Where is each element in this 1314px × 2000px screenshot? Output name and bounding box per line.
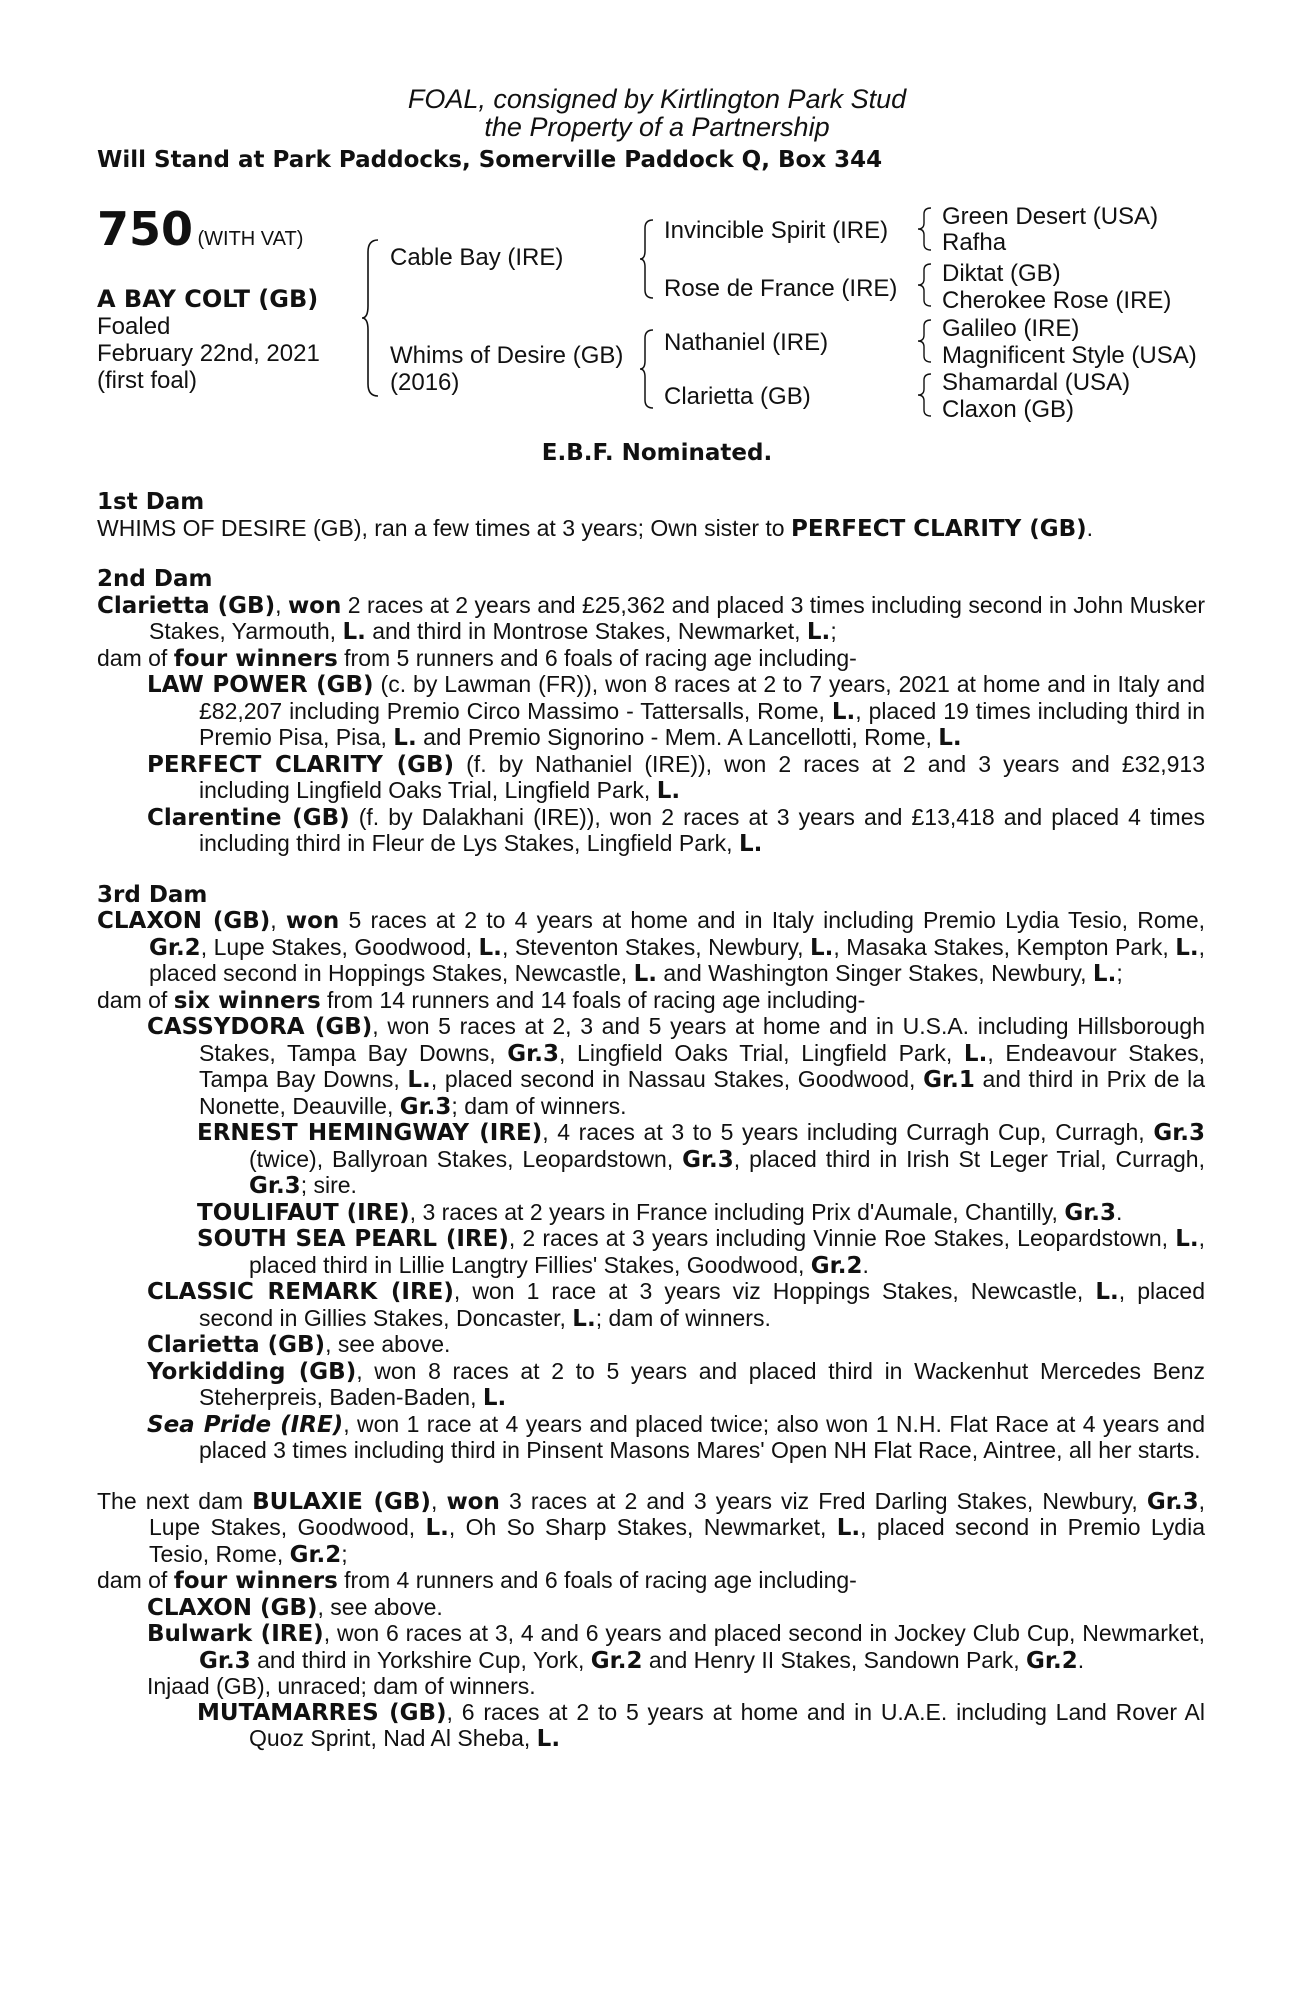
dam2-heading: 2nd Dam [97, 566, 213, 592]
sire-name: Cable Bay (IRE) [390, 244, 564, 271]
produce-sea-pride: Sea Pride (IRE), won 1 race at 4 years and placed twice; also won 1 N.H. Flat Race at 4 years and placed 3 times including third in Pinsent Masons Mares' Open NH Flat Race, Aintree, all her starts. [147, 1410, 1205, 1463]
dam3-produce-summary: dam of six winners from 14 runners and 14 foals of racing age including- [97, 986, 866, 1014]
produce-yorkidding: Yorkidding (GB), won 8 races at 2 to 5 years and placed third in Wackenhut Mercedes Benz Steherpreis, Baden-Baden, L. [147, 1357, 1206, 1411]
grand-4: Cherokee Rose (IRE) [942, 287, 1172, 314]
foaled-date: February 22nd, 2021 [97, 340, 320, 367]
pedigree-brace-g1 [916, 206, 934, 252]
sire-dam-name: Rose de France (IRE) [664, 275, 898, 302]
dam2-entry: Clarietta (GB), won 2 races at 2 years and £25,362 and placed 3 times including second in John Musker Stakes, Yarmouth, L. and third in Montrose Stakes, Newmarket, L.; [97, 591, 1206, 645]
dam-dam-name: Clarietta (GB) [664, 383, 811, 410]
produce-mutamarres: MUTAMARRES (GB), 6 races at 2 to 5 years at home and in U.A.E. including Land Rover Al Quoz Sprint, Nad Al Sheba, L. [197, 1698, 1206, 1752]
grand-6: Magnificent Style (USA) [942, 342, 1197, 369]
pedigree-brace-g4 [916, 372, 934, 418]
horse-name: A BAY COLT (GB) [97, 285, 319, 313]
stand-line: Will Stand at Park Paddocks, Somerville Paddock Q, Box 344 [97, 147, 883, 173]
produce-toulifaut: TOULIFAUT (IRE), 3 races at 2 years in France including Prix d'Aumale, Chantilly, Gr.3. [197, 1198, 1123, 1226]
produce-classic-remark: CLASSIC REMARK (IRE), won 1 race at 3 years viz Hoppings Stakes, Newcastle, L., placed second in Gillies Stakes, Doncaster, L.; dam of winners. [147, 1278, 1205, 1332]
vat-label: (WITH VAT) [197, 228, 304, 250]
produce-cassydora: CASSYDORA (GB), won 5 races at 2, 3 and 5 years at home and in U.S.A. including Hillsborough Stakes, Tampa Bay Downs, Gr.3, Lingfield Oaks Trial, Lingfield Park, L., Endeavour Stakes, Tampa Bay Downs, L., placed second in Nassau Stakes, Goodwood, Gr.1 and third in Prix de la Nonette, Deauville, Gr.3; dam of winners. [147, 1013, 1206, 1120]
produce-clarietta: Clarietta (GB), see above. [147, 1331, 451, 1358]
foaled-label: Foaled [97, 313, 171, 340]
dam-details [97, 490, 1205, 1753]
pedigree-brace-sire [638, 218, 656, 300]
produce-injaad: Injaad (GB), unraced; dam of winners. [147, 1673, 536, 1699]
next-dam-entry: The next dam BULAXIE (GB), won 3 races at 2 and 3 years viz Fred Darling Stakes, Newbury, Gr.3, Lupe Stakes, Goodwood, L., Oh So Sharp Stakes, Newmarket, L., placed second in Premio Lydia Tesio, Rome, Gr.2; [97, 1487, 1205, 1568]
lot-block [97, 204, 303, 254]
ebf-line: E.B.F. Nominated. [541, 440, 773, 466]
pedigree-brace-dam [638, 328, 656, 410]
consignor-line: FOAL, consigned by Kirtlington Park Stud [407, 84, 907, 114]
grand-7: Shamardal (USA) [942, 369, 1131, 396]
produce-bulwark: Bulwark (IRE), won 6 races at 3, 4 and 6 years and placed second in Jockey Club Cup, Newmarket, Gr.3 and third in Yorkshire Cup, York, Gr.2 and Henry II Stakes, Sandown Park, Gr.2. [147, 1620, 1205, 1674]
pedigree-brace-g3 [916, 318, 934, 364]
lot-number: 750 [97, 202, 194, 256]
dam-name: Whims of Desire (GB) [390, 342, 624, 369]
foal-note: (first foal) [97, 367, 198, 394]
dam3-heading: 3rd Dam [97, 881, 208, 908]
property-line: the Property of a Partnership [484, 112, 830, 142]
dam-sire-name: Nathaniel (IRE) [664, 329, 829, 356]
produce-perfect-clarity: PERFECT CLARITY (GB) (f. by Nathaniel (IRE)), won 2 races at 2 and 3 years and £32,913 including Lingfield Oaks Trial, Lingfield Park, L. [147, 750, 1205, 804]
produce-ernest-hemingway: ERNEST HEMINGWAY (IRE), 4 races at 3 to 5 years including Curragh Cup, Curragh, Gr.3 (twice), Ballyroan Stakes, Leopardstown, Gr.3, placed third in Irish St Leger Trial, Curragh, Gr.3; sire. [197, 1119, 1205, 1199]
grand-2: Rafha [942, 229, 1007, 256]
grand-1: Green Desert (USA) [942, 203, 1159, 230]
sire-sire-name: Invincible Spirit (IRE) [664, 217, 889, 244]
grand-5: Galileo (IRE) [942, 315, 1080, 342]
dam3-entry: CLAXON (GB), won 5 races at 2 to 4 years at home and in Italy including Premio Lydia Tesio, Rome, Gr.2, Lupe Stakes, Goodwood, L., Steventon Stakes, Newbury, L., Masaka Stakes, Kempton Park, L., placed second in Hoppings Stakes, Newcastle, L. and Washington Singer Stakes, Newbury, L.; [97, 907, 1205, 987]
produce-law-power: LAW POWER (GB) (c. by Lawman (FR)), won 8 races at 2 to 7 years, 2021 at home and in Italy and £82,207 including Premio Circo Massimo - Tattersalls, Rome, L., placed 19 times including third in Premio Pisa, Pisa, L. and Premio Signorino - Mem. A Lancellotti, Rome, L. [147, 671, 1205, 751]
dam-year: (2016) [390, 369, 460, 396]
next-dam-produce-summary: dam of four winners from 4 runners and 6 foals of racing age including- [97, 1567, 857, 1594]
dam2-produce-summary: dam of four winners from 5 runners and 6 foals of racing age including- [97, 644, 857, 672]
grand-3: Diktat (GB) [942, 260, 1061, 287]
pedigree-brace-g2 [916, 262, 934, 308]
dam1-entry: WHIMS OF DESIRE (GB), ran a few times at 3 years; Own sister to PERFECT CLARITY (GB). [97, 514, 1094, 542]
dam1-heading: 1st Dam [97, 489, 205, 515]
produce-clarentine: Clarentine (GB) (f. by Dalakhani (IRE)), won 2 races at 3 years and £13,418 and placed 4 times including third in Fleur de Lys Stakes, Lingfield Park, L. [147, 803, 1205, 857]
produce-claxon: CLAXON (GB), see above. [147, 1593, 443, 1621]
pedigree-brace-main [360, 238, 382, 398]
grand-8: Claxon (GB) [942, 396, 1075, 423]
produce-south-sea-pearl: SOUTH SEA PEARL (IRE), 2 races at 3 years including Vinnie Roe Stakes, Leopardstown, L., placed third in Lillie Langtry Fillies' Stakes, Goodwood, Gr.2. [197, 1225, 1205, 1279]
